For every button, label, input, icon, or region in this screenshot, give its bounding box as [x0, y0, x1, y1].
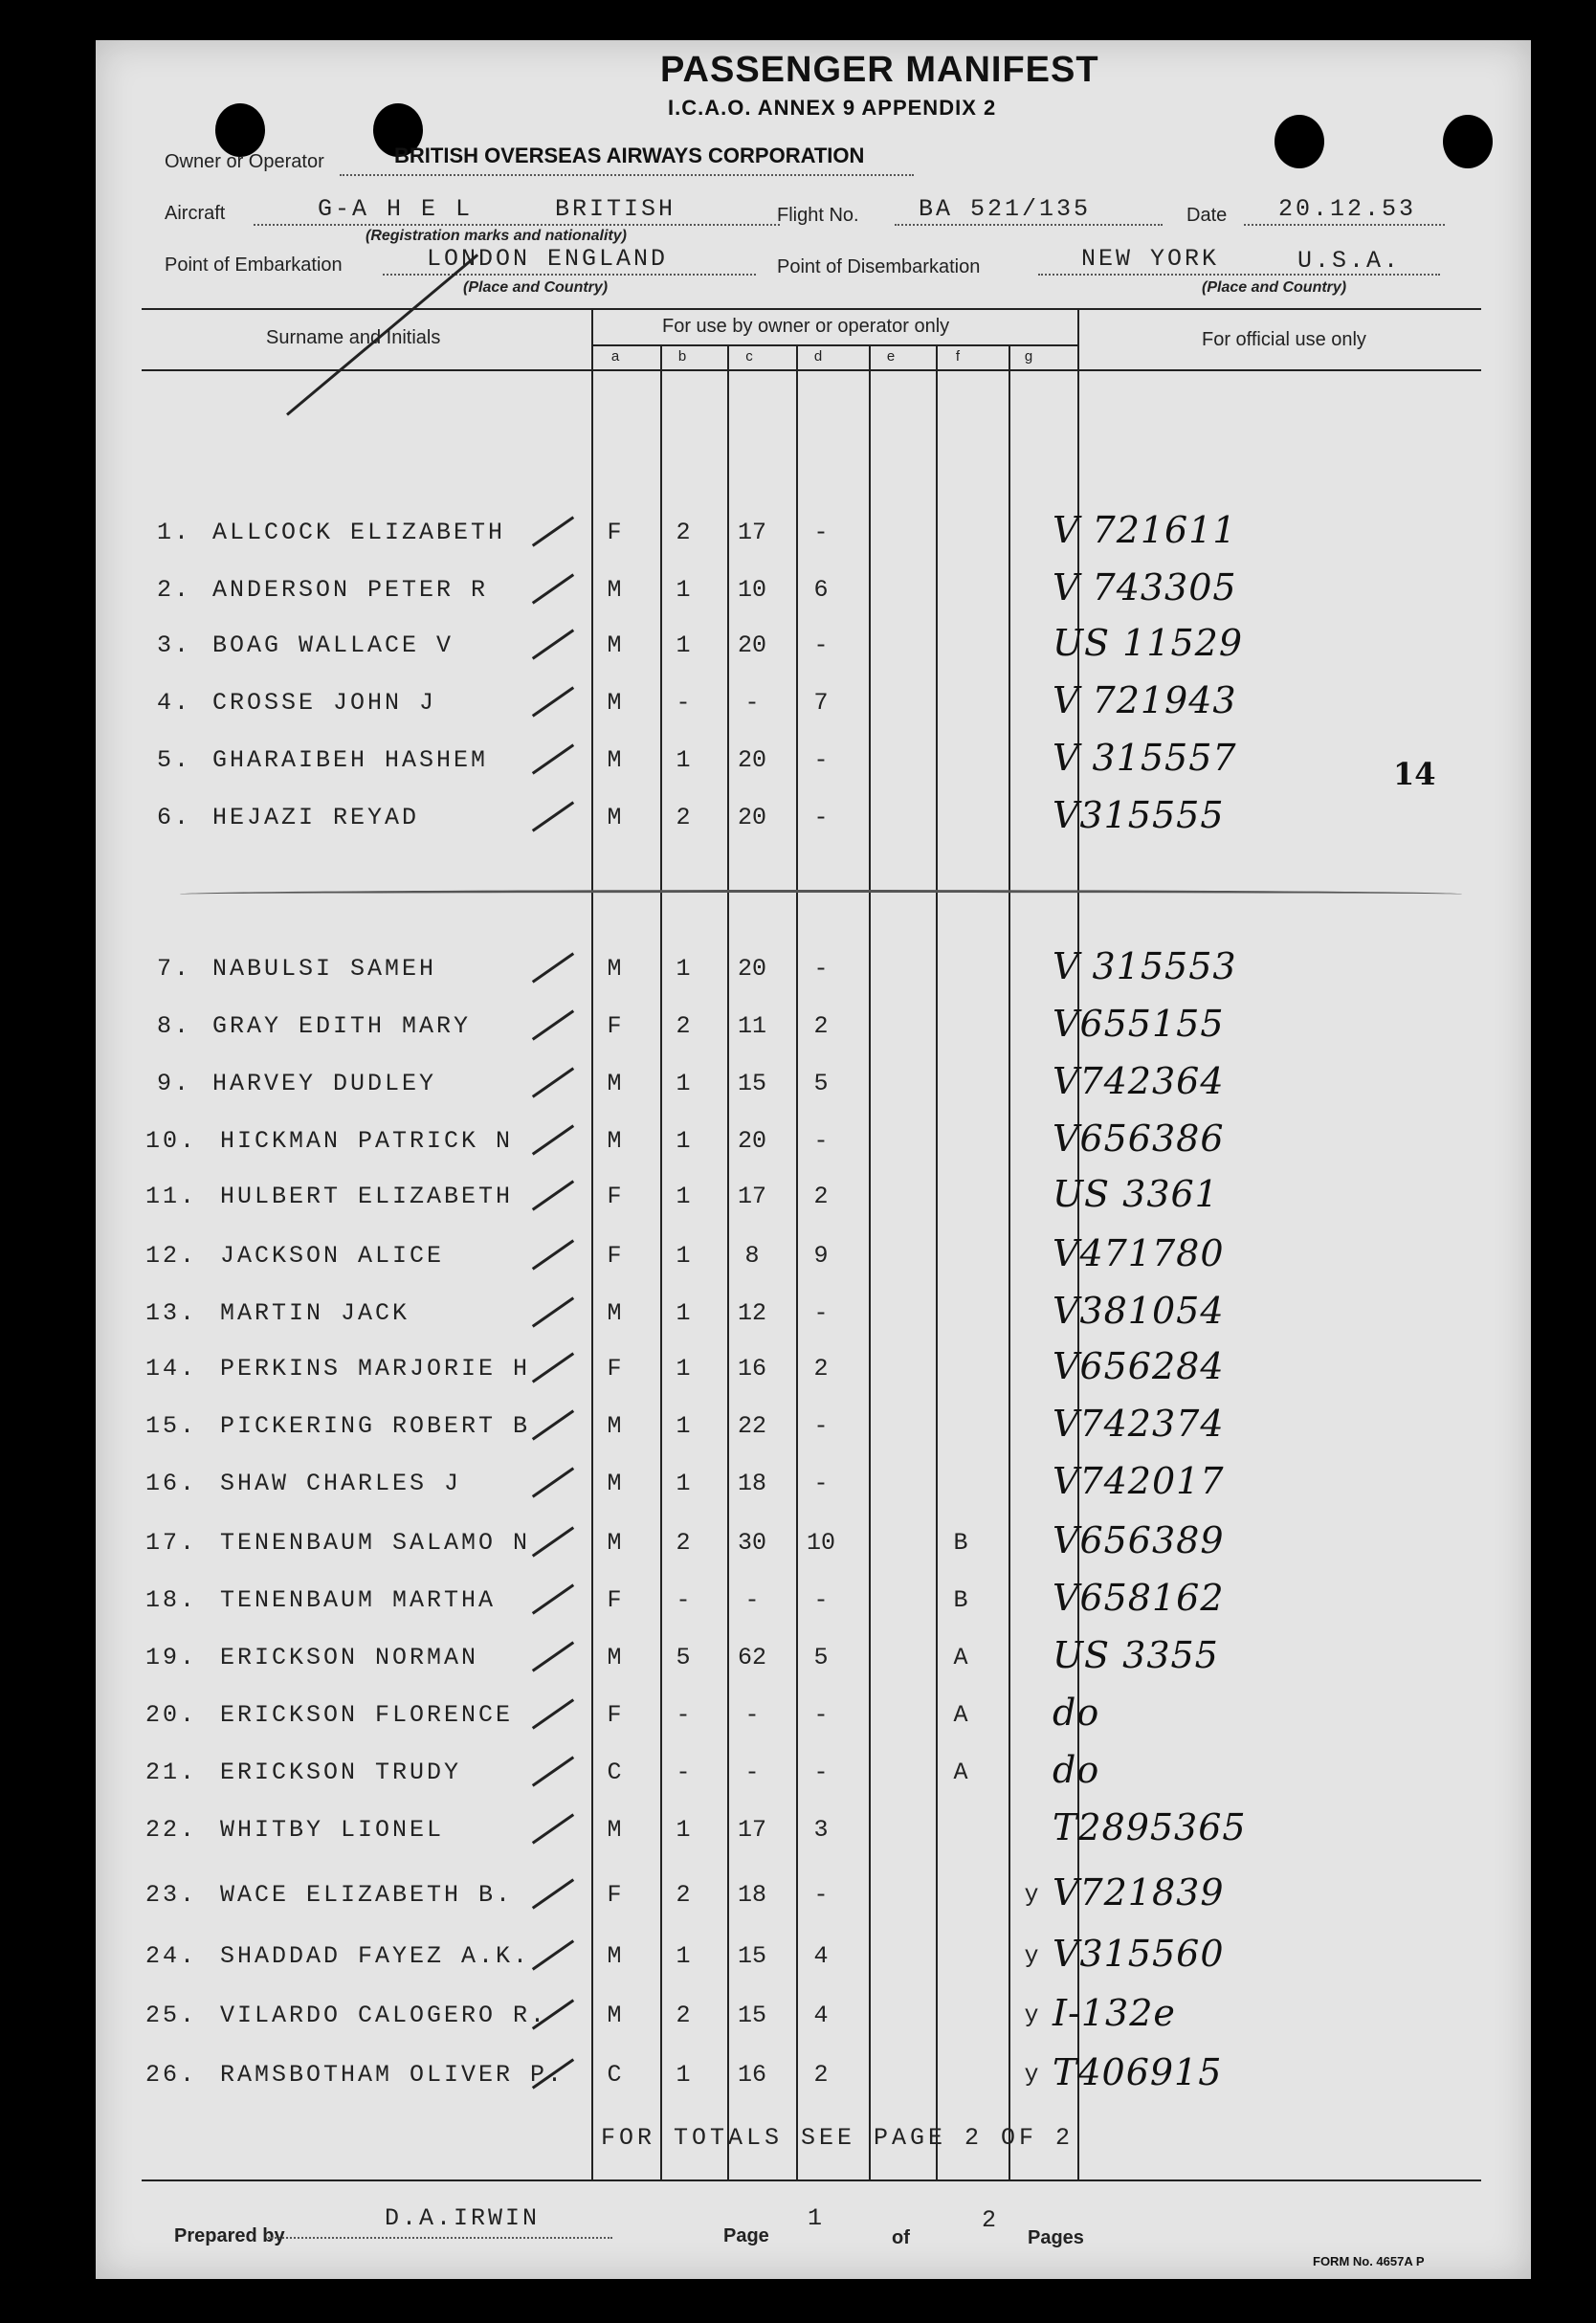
subcol-e: e	[886, 348, 896, 365]
official-entry: do	[1053, 1692, 1100, 1734]
cell-b: 1	[676, 1070, 691, 1097]
col-rule	[796, 344, 798, 2179]
total-pages: 2	[982, 2206, 1000, 2234]
passenger-name: ERICKSON FLORENCE	[220, 1701, 514, 1729]
passenger-name: HULBERT ELIZABETH	[220, 1183, 514, 1210]
row-number: 18.	[145, 1586, 198, 1614]
cell-c: 20	[737, 631, 766, 659]
passenger-name: SHAW CHARLES J	[220, 1470, 462, 1497]
check-mark	[532, 1009, 574, 1040]
official-entry: V315560	[1053, 1933, 1225, 1975]
cell-b: 2	[676, 1012, 691, 1040]
cell-b: 2	[676, 1881, 691, 1909]
passenger-name: ERICKSON NORMAN	[220, 1644, 479, 1671]
cell-a: F	[607, 1242, 622, 1270]
form-number: FORM No. 4657A P	[1313, 2254, 1425, 2268]
passenger-name: PERKINS MARJORIE H	[220, 1355, 531, 1383]
operator-sub-rule	[591, 344, 1077, 346]
cell-a: M	[607, 1529, 622, 1557]
cell-b: 5	[676, 1644, 691, 1671]
row-number: 23.	[145, 1881, 198, 1909]
pages-label: Pages	[1028, 2227, 1084, 2248]
row-number: 12.	[145, 1242, 198, 1270]
official-entry: V 315553	[1053, 945, 1237, 987]
page-number: 1	[808, 2204, 826, 2232]
passenger-name: SHADDAD FAYEZ A.K.	[220, 1942, 531, 1970]
page-title: PASSENGER MANIFEST	[660, 50, 1099, 90]
cell-f: A	[953, 1644, 968, 1671]
cell-d: -	[813, 955, 829, 983]
punch-hole	[1443, 115, 1493, 168]
disembark-rule	[1038, 274, 1440, 276]
totals-note: FOR TOTALS SEE PAGE 2 OF 2	[601, 2124, 1075, 2152]
cell-c: 12	[737, 1299, 766, 1327]
cell-b: 1	[676, 1412, 691, 1440]
cell-b: 1	[676, 1942, 691, 1970]
check-mark	[532, 1641, 574, 1671]
official-entry: US 11529	[1053, 622, 1244, 664]
cell-c: 15	[737, 2002, 766, 2029]
passenger-name: JACKSON ALICE	[220, 1242, 445, 1270]
passenger-name: HARVEY DUDLEY	[212, 1070, 437, 1097]
cell-c: 30	[737, 1529, 766, 1557]
col-rule	[727, 344, 729, 2179]
cell-b: -	[676, 1759, 691, 1786]
row-number: 25.	[145, 2002, 198, 2029]
cell-b: 2	[676, 519, 691, 546]
check-mark	[532, 1409, 574, 1440]
prepared-rule	[268, 2237, 612, 2239]
official-entry: V471780	[1053, 1232, 1225, 1274]
cell-b: 1	[676, 1183, 691, 1210]
cell-c: -	[744, 689, 760, 717]
cell-d: -	[813, 1412, 829, 1440]
cell-b: 1	[676, 2061, 691, 2089]
official-entry: V742374	[1053, 1403, 1225, 1445]
check-mark	[532, 743, 574, 774]
wavy-divider	[180, 890, 1462, 898]
cell-b: 1	[676, 576, 691, 604]
official-entry: V656284	[1053, 1345, 1225, 1387]
cell-c: 20	[737, 746, 766, 774]
cell-a: M	[607, 2002, 622, 2029]
date-rule	[1244, 224, 1445, 226]
cell-c: -	[744, 1586, 760, 1614]
col-rule	[591, 308, 593, 2179]
check-mark	[532, 1756, 574, 1786]
embark-value: LONDON ENGLAND	[427, 245, 669, 273]
col-official-header: For official use only	[1202, 329, 1366, 350]
check-mark	[532, 801, 574, 831]
row-number: 1.	[157, 519, 192, 546]
cell-d: 3	[813, 1816, 829, 1844]
official-entry: V655155	[1053, 1003, 1225, 1045]
passenger-name: TENENBAUM MARTHA	[220, 1586, 497, 1614]
cell-b: 2	[676, 1529, 691, 1557]
col-rule	[1009, 344, 1010, 2179]
registration-note: (Registration marks and nationality)	[366, 228, 627, 244]
official-entry: V658162	[1053, 1577, 1225, 1619]
cell-c: 17	[737, 1816, 766, 1844]
manifest-sheet	[96, 40, 1531, 2279]
row-number: 3.	[157, 631, 192, 659]
check-mark	[532, 629, 574, 659]
cell-f: B	[953, 1529, 968, 1557]
cell-d: 9	[813, 1242, 829, 1270]
row-number: 17.	[145, 1529, 198, 1557]
cell-c: 62	[737, 1644, 766, 1671]
passenger-name: CROSSE JOHN J	[212, 689, 437, 717]
check-mark	[532, 1296, 574, 1327]
cell-b: 1	[676, 1355, 691, 1383]
row-number: 15.	[145, 1412, 198, 1440]
col-name-header: Surname and Initials	[266, 327, 441, 348]
cell-c: 22	[737, 1412, 766, 1440]
cell-c: 16	[737, 1355, 766, 1383]
cell-c: 18	[737, 1470, 766, 1497]
official-entry: V721839	[1053, 1871, 1225, 1914]
cell-a: M	[607, 576, 622, 604]
check-mark	[532, 1239, 574, 1270]
cell-c: 16	[737, 2061, 766, 2089]
cell-c: 18	[737, 1881, 766, 1909]
cell-d: 2	[813, 1355, 829, 1383]
cell-b: 1	[676, 1816, 691, 1844]
of-label: of	[892, 2227, 910, 2248]
official-entry: V 721943	[1053, 679, 1237, 721]
subcol-f: f	[955, 348, 961, 365]
cell-a: F	[607, 1586, 622, 1614]
punch-hole	[215, 103, 265, 157]
row-number: 14.	[145, 1355, 198, 1383]
passenger-name: ERICKSON TRUDY	[220, 1759, 462, 1786]
passenger-name: GRAY EDITH MARY	[212, 1012, 472, 1040]
check-mark	[532, 1698, 574, 1729]
passenger-name: PICKERING ROBERT B	[220, 1412, 531, 1440]
cell-g: y	[1024, 1942, 1039, 1970]
check-mark	[532, 1180, 574, 1210]
cell-f: A	[953, 1759, 968, 1786]
cell-a: M	[607, 804, 622, 831]
passenger-name: TENENBAUM SALAMO N	[220, 1529, 531, 1557]
cell-d: 2	[813, 1183, 829, 1210]
cell-b: -	[676, 1701, 691, 1729]
row-number: 9.	[157, 1070, 192, 1097]
passenger-name: NABULSI SAMEH	[212, 955, 437, 983]
col-rule	[660, 344, 662, 2179]
row-number: 20.	[145, 1701, 198, 1729]
check-mark	[532, 1583, 574, 1614]
cell-g: y	[1024, 2061, 1039, 2089]
cell-a: F	[607, 1701, 622, 1729]
check-mark	[532, 516, 574, 546]
official-entry: V315555	[1053, 794, 1225, 836]
row-number: 4.	[157, 689, 192, 717]
aircraft-registration: G-A H E L	[318, 195, 474, 223]
check-mark	[532, 1813, 574, 1844]
official-entry: do	[1053, 1749, 1100, 1791]
cell-a: C	[607, 2061, 622, 2089]
page-label: Page	[723, 2225, 769, 2246]
cell-a: C	[607, 1759, 622, 1786]
cell-b: 1	[676, 746, 691, 774]
official-entry: V 743305	[1053, 566, 1237, 608]
row-number: 13.	[145, 1299, 198, 1327]
cell-b: -	[676, 689, 691, 717]
cell-a: M	[607, 746, 622, 774]
table-top-rule	[142, 308, 1481, 310]
flight-rule	[895, 224, 1163, 226]
cell-c: -	[744, 1759, 760, 1786]
cell-d: 2	[813, 2061, 829, 2089]
embark-note: (Place and Country)	[463, 279, 609, 296]
cell-a: M	[607, 1816, 622, 1844]
row-number: 8.	[157, 1012, 192, 1040]
official-entry: US 3361	[1053, 1173, 1219, 1215]
disembark-city: NEW YORK	[1081, 245, 1220, 273]
page-subtitle: I.C.A.O. ANNEX 9 APPENDIX 2	[668, 96, 997, 120]
cell-a: M	[607, 1470, 622, 1497]
col-operator-header: For use by owner or operator only	[662, 316, 950, 337]
passenger-name: RAMSBOTHAM OLIVER P.	[220, 2061, 565, 2089]
official-entry: V656386	[1053, 1117, 1225, 1160]
cell-d: 10	[806, 1529, 835, 1557]
cell-b: 1	[676, 1127, 691, 1155]
cell-a: M	[607, 1412, 622, 1440]
cell-d: -	[813, 1470, 829, 1497]
cell-c: 10	[737, 576, 766, 604]
check-mark	[532, 1526, 574, 1557]
cell-d: -	[813, 746, 829, 774]
cell-a: M	[607, 1299, 622, 1327]
official-entry: T2895365	[1053, 1806, 1247, 1848]
row-number: 5.	[157, 746, 192, 774]
official-entry: V 721611	[1053, 509, 1237, 551]
cell-a: M	[607, 1644, 622, 1671]
cell-d: -	[813, 1701, 829, 1729]
cell-c: 11	[737, 1012, 766, 1040]
row-number: 21.	[145, 1759, 198, 1786]
cell-c: 17	[737, 519, 766, 546]
passenger-name: ALLCOCK ELIZABETH	[212, 519, 506, 546]
passenger-name: ANDERSON PETER R	[212, 576, 489, 604]
official-entry: V742364	[1053, 1060, 1225, 1102]
cell-a: M	[607, 1070, 622, 1097]
row-number: 10.	[145, 1127, 198, 1155]
check-mark	[532, 1939, 574, 1970]
row-number: 22.	[145, 1816, 198, 1844]
cell-d: 5	[813, 1644, 829, 1671]
cell-c: 8	[744, 1242, 760, 1270]
prepared-label: Prepared by	[174, 2225, 285, 2246]
cell-d: 4	[813, 2002, 829, 2029]
check-mark	[532, 686, 574, 717]
official-entry: V381054	[1053, 1290, 1225, 1332]
aircraft-label: Aircraft	[165, 203, 226, 224]
cell-d: -	[813, 804, 829, 831]
col-rule	[869, 344, 871, 2179]
official-entry: T406915	[1053, 2051, 1223, 2093]
official-entry: V656389	[1053, 1519, 1225, 1561]
disembark-label: Point of Disembarkation	[777, 256, 981, 277]
row-number: 2.	[157, 576, 192, 604]
row-number: 24.	[145, 1942, 198, 1970]
cell-a: F	[607, 1183, 622, 1210]
cell-d: -	[813, 1299, 829, 1327]
check-mark	[532, 1878, 574, 1909]
row-number: 6.	[157, 804, 192, 831]
cell-a: F	[607, 1881, 622, 1909]
embark-rule	[383, 274, 756, 276]
cell-c: 15	[737, 1070, 766, 1097]
cell-d: 6	[813, 576, 829, 604]
table-bottom-rule	[142, 2179, 1481, 2181]
cell-a: M	[607, 955, 622, 983]
cell-c: 20	[737, 1127, 766, 1155]
cell-d: 2	[813, 1012, 829, 1040]
cell-c: 17	[737, 1183, 766, 1210]
official-entry: I-132e	[1053, 1992, 1176, 2034]
date-value: 20.12.53	[1278, 195, 1417, 223]
cell-b: 1	[676, 1470, 691, 1497]
cell-d: -	[813, 519, 829, 546]
cell-a: M	[607, 689, 622, 717]
cell-a: M	[607, 631, 622, 659]
cell-c: 15	[737, 1942, 766, 1970]
cell-a: M	[607, 1127, 622, 1155]
row-number: 11.	[145, 1183, 198, 1210]
check-mark	[532, 1352, 574, 1383]
cell-c: 20	[737, 804, 766, 831]
disembark-country: U.S.A.	[1297, 247, 1402, 275]
row-number: 16.	[145, 1470, 198, 1497]
subcol-b: b	[677, 348, 687, 365]
check-mark	[532, 1124, 574, 1155]
cell-d: -	[813, 1759, 829, 1786]
row-number: 7.	[157, 955, 192, 983]
passenger-name: WACE ELIZABETH B.	[220, 1881, 514, 1909]
subcol-c: c	[745, 348, 753, 365]
disembark-note: (Place and Country)	[1202, 279, 1347, 296]
aircraft-rule	[254, 224, 780, 226]
passenger-name: WHITBY LIONEL	[220, 1816, 445, 1844]
subcol-d: d	[813, 348, 823, 365]
owner-label: Owner or Operator	[165, 151, 324, 172]
cell-d: 4	[813, 1942, 829, 1970]
aircraft-nationality: BRITISH	[555, 195, 676, 223]
cell-g: y	[1024, 1881, 1039, 1909]
cell-a: M	[607, 1942, 622, 1970]
owner-value: BRITISH OVERSEAS AIRWAYS CORPORATION	[394, 144, 865, 167]
cell-c: 20	[737, 955, 766, 983]
passenger-name: HICKMAN PATRICK N	[220, 1127, 514, 1155]
passenger-name: GHARAIBEH HASHEM	[212, 746, 489, 774]
cell-c: -	[744, 1701, 760, 1729]
cell-b: 1	[676, 955, 691, 983]
cell-d: 5	[813, 1070, 829, 1097]
cell-a: F	[607, 1355, 622, 1383]
row-number: 19.	[145, 1644, 198, 1671]
cell-b: 2	[676, 804, 691, 831]
check-mark	[532, 1467, 574, 1497]
cell-d: -	[813, 631, 829, 659]
cell-d: -	[813, 1127, 829, 1155]
cell-b: 1	[676, 1299, 691, 1327]
cell-g: y	[1024, 2002, 1039, 2029]
subcol-g: g	[1024, 348, 1033, 365]
row-number: 26.	[145, 2061, 198, 2089]
passenger-name: HEJAZI REYAD	[212, 804, 420, 831]
cell-a: F	[607, 1012, 622, 1040]
cell-d: -	[813, 1586, 829, 1614]
official-entry: V742017	[1053, 1460, 1225, 1502]
cell-b: 1	[676, 1242, 691, 1270]
cell-d: 7	[813, 689, 829, 717]
check-mark	[532, 1067, 574, 1097]
cell-d: -	[813, 1881, 829, 1909]
passenger-name: VILARDO CALOGERO R.	[220, 2002, 548, 2029]
cell-b: 1	[676, 631, 691, 659]
margin-note: 14	[1393, 756, 1436, 792]
passenger-name: BOAG WALLACE V	[212, 631, 454, 659]
cell-f: B	[953, 1586, 968, 1614]
punch-hole	[1275, 115, 1324, 168]
check-mark	[532, 952, 574, 983]
cell-a: F	[607, 519, 622, 546]
flight-number: BA 521/135	[919, 195, 1092, 223]
col-rule	[936, 344, 938, 2179]
cell-b: -	[676, 1586, 691, 1614]
passenger-name: MARTIN JACK	[220, 1299, 410, 1327]
owner-rule	[340, 174, 914, 176]
subcol-a: a	[610, 348, 620, 365]
official-entry: V 315557	[1053, 737, 1237, 779]
flight-label: Flight No.	[777, 205, 859, 226]
cell-b: 2	[676, 2002, 691, 2029]
embark-label: Point of Embarkation	[165, 254, 343, 276]
date-label: Date	[1186, 205, 1228, 226]
check-mark	[532, 573, 574, 604]
cell-f: A	[953, 1701, 968, 1729]
prepared-by: D.A.IRWIN	[385, 2204, 541, 2232]
official-entry: US 3355	[1053, 1634, 1219, 1676]
